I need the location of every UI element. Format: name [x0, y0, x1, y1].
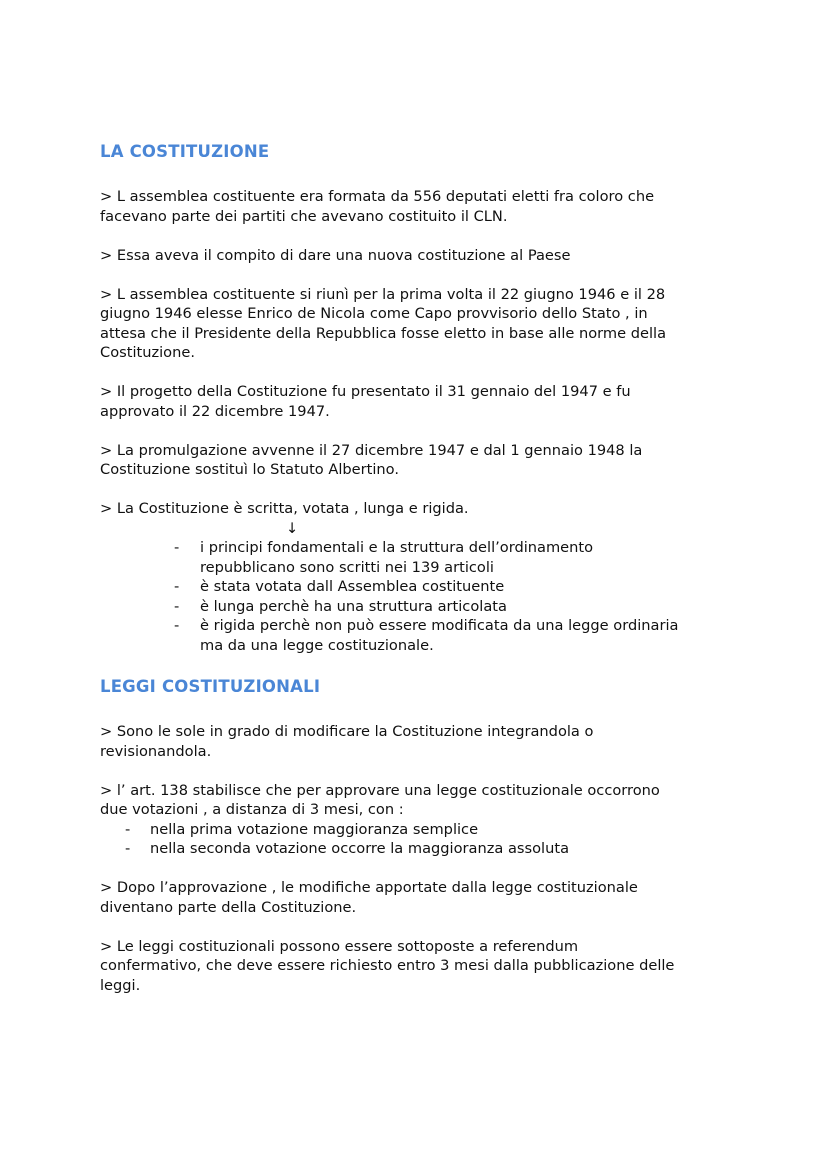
document-page: [100, 140, 740, 995]
paragraph-prima-riunione: > L assemblea costituente si riunì per la prima volta il 22 giugno 1946 e il 28 giugno 1946 elesse Enrico de Nicola come Capo provvisorio dello Stato , in attesa che il Presidente della Repubblica fosse eletto in base alle norme della Costituzione.: [100, 285, 667, 361]
list-item: [100, 577, 740, 597]
list-item-text: nella prima votazione maggioranza semplice: [150, 820, 479, 838]
list-item-text: è lunga perchè ha una struttura articolata: [200, 597, 507, 615]
list-item: [100, 839, 740, 859]
dash-bullet: -: [174, 597, 180, 615]
dash-bullet: -: [174, 617, 180, 634]
list-item-text: è rigida perchè non può essere modificata da una legge ordinaria ma da una legge costituzionale.: [200, 617, 679, 654]
list-item: [100, 820, 740, 840]
section-title-costituzione: LA COSTITUZIONE: [100, 142, 270, 161]
dash-bullet: -: [174, 578, 180, 595]
list-item-text: i principi fondamentali e la struttura dell’ordinamento repubblicano sono scritti nei 139 articoli: [200, 539, 594, 576]
paragraph-approvazione: > Dopo l’approvazione , le modifiche apportate dalla legge costituzionale diventano parte della Costituzione.: [100, 879, 638, 916]
section-title-leggi-costituzionali: LEGGI COSTITUZIONALI: [100, 677, 321, 696]
list-item: [100, 597, 740, 617]
list-item: [100, 538, 740, 577]
list-item-text: è stata votata dall Assemblea costituente: [200, 578, 505, 595]
paragraph-progetto: > Il progetto della Costituzione fu presentato il 31 gennaio del 1947 e fu approvato il 22 dicembre 1947.: [100, 383, 631, 420]
paragraph-modifica-costituzione: > Sono le sole in grado di modificare la Costituzione integrandola o revisionandola.: [100, 723, 594, 760]
caratteristiche-list: [100, 538, 740, 655]
dash-bullet: -: [125, 840, 131, 857]
paragraph-promulgazione: > La promulgazione avvenne il 27 dicembre 1947 e dal 1 gennaio 1948 la Costituzione sostituì lo Statuto Albertino.: [100, 441, 643, 478]
list-item-text: nella seconda votazione occorre la maggioranza assoluta: [150, 840, 570, 857]
paragraph-caratteristiche: > La Costituzione è scritta, votata , lunga e rigida.: [100, 500, 469, 517]
list-item: [100, 616, 740, 655]
paragraph-compito: > Essa aveva il compito di dare una nuova costituzione al Paese: [100, 246, 571, 264]
paragraph-referendum: > Le leggi costituzionali possono essere sottoposte a referendum confermativo, che deve essere richiesto entro 3 mesi dalla pubblicazione delle leggi.: [100, 937, 675, 994]
dash-bullet: -: [174, 539, 180, 556]
votazioni-list: [100, 820, 740, 859]
paragraph-assemblea-composizione: > L assemblea costituente era formata da 556 deputati eletti fra coloro che facevano parte dei partiti che avevano costituito il CLN.: [100, 188, 655, 225]
dash-bullet: -: [125, 820, 131, 838]
paragraph-art-138: > l’ art. 138 stabilisce che per approvare una legge costituzionale occorrono due votazioni , a distanza di 3 mesi, con :: [100, 781, 660, 818]
down-arrow-icon: ↓: [286, 519, 299, 537]
